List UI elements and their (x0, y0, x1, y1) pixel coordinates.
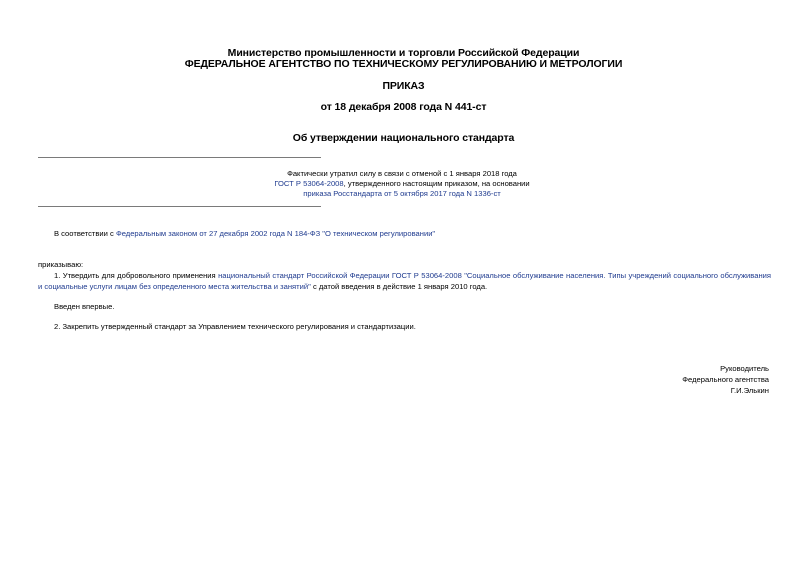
status-note-line2 (237, 179, 567, 189)
document-title: Об утверждении национального стандарта (292, 132, 515, 144)
federal-law-link[interactable]: Федеральным законом от 27 декабря 2002 года N 184-ФЗ "О техническом регулировании" (115, 229, 436, 238)
document-date-number: от 18 декабря 2008 года N 441-ст (320, 101, 487, 113)
introduced-first-note: Введен впервые. (54, 302, 115, 311)
intro-paragraph (54, 228, 774, 239)
order-word: приказываю: (38, 260, 84, 269)
divider-bottom (38, 206, 321, 207)
gost-link[interactable]: ГОСТ Р 53064-2008 (274, 179, 344, 188)
item-1-prefix: 1. Утвердить для добровольного применения (54, 271, 219, 280)
item-2-paragraph: 2. Закрепить утвержденный стандарт за Управлением технического регулирования и стандартизации. (54, 322, 416, 331)
intro-prefix: В соответствии с (54, 229, 116, 238)
signature-block (682, 363, 769, 396)
status-note-line2-text: , утвержденного настоящим приказом, на основании (343, 179, 530, 188)
ministry-name: Министерство промышленности и торговли Российской Федерации (227, 47, 580, 59)
signature-position-1: Руководитель (720, 364, 769, 373)
status-note-line1: Фактически утратил силу в связи с отменой с 1 января 2018 года (287, 169, 517, 178)
item-1-paragraph (38, 270, 771, 292)
divider-top (38, 157, 321, 158)
national-standard-link[interactable]: национальный стандарт Российской Федерации ГОСТ Р 53064-2008 "Социальное обслуживание населения. Типы учреждений социального обслуживания и социальные услуги лицам без определенного места жительства и занятий" (38, 271, 771, 291)
status-note (237, 169, 567, 199)
item-1-suffix: с датой введения в действие 1 января 2010 года. (310, 282, 488, 291)
agency-name: ФЕДЕРАЛЬНОЕ АГЕНТСТВО ПО ТЕХНИЧЕСКОМУ РЕГУЛИРОВАНИЮ И МЕТРОЛОГИИ (184, 58, 623, 70)
rosstandart-order-link[interactable]: приказа Росстандарта от 5 октября 2017 года N 1336-ст (303, 189, 501, 198)
signature-position-2: Федерального агентства (682, 375, 769, 384)
document-type: ПРИКАЗ (382, 80, 425, 92)
signature-name: Г.И.Элькин (730, 386, 769, 395)
